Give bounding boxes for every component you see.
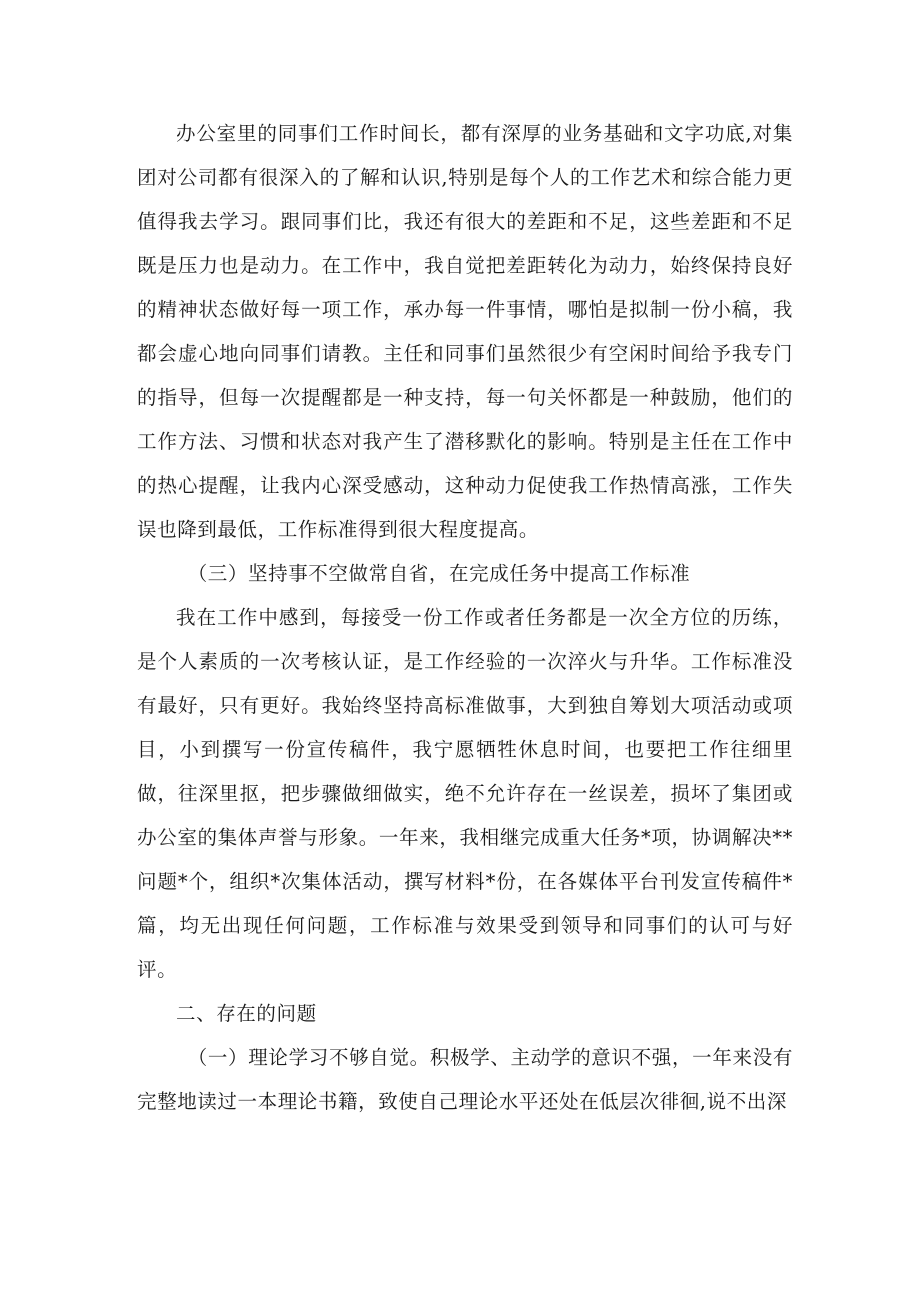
paragraph-collaboration: 办公室里的同事们工作时间长，都有深厚的业务基础和文字功底,对集团对公司都有很深入的了解和认识,特别是每个人的工作艺术和综合能力更值得我去学习。跟同事们比，我还有很大的差距和不足，这些差距和不足既是压力也是动力。在工作中，我自觉把差距转化为动力，始终保持良好的精神状态做好每一项工作，承办每一件事情，哪怕是拟制一份小稿，我都会虚心地向同事们请教。主任和同事们虽然很少有空闲时间给予我专门的指导，但每一次提醒都是一种支持，每一句关怀都是一种鼓励，他们的工作方法、习惯和状态对我产生了潜移默化的影响。特别是主任在工作中的热心提醒，让我内心深受感动，这种动力促使我工作热情高涨，工作失误也降到最低，工作标准得到很大程度提高。 — [137, 122, 793, 541]
section-heading-problems: 二、存在的问题 — [176, 1002, 317, 1025]
paragraph-work-standard: 我在工作中感到，每接受一份工作或者任务都是一次全方位的历练，是个人素质的一次考核认证，是工作经验的一次淬火与升华。工作标准没有最好，只有更好。我始终坚持高标准做事，大到独自筹划大项活动或项目，小到撰写一份宣传稿件，我宁愿牺牲休息时间，也要把工作往细里做，往深里抠，把步骤做细做实，绝不允许存在一丝误差，损坏了集团或办公室的集体声誉与形象。一年来，我相继完成重大任务*项，协调解决**问题*个，组织*次集体活动，撰写材料*份，在各媒体平台刊发宣传稿件*篇，均无出现任何问题，工作标准与效果受到领导和同事们的认可与好评。 — [137, 606, 793, 981]
section-heading-three: （三）坚持事不空做常自省，在完成任务中提高工作标准 — [187, 562, 691, 585]
paragraph-theory-study: （一）理论学习不够自觉。积极学、主动学的意识不强，一年来没有完整地读过一本理论书籍，致使自己理论水平还处在低层次徘徊,说不出深 — [137, 1046, 793, 1113]
document-body — [137, 112, 793, 1124]
